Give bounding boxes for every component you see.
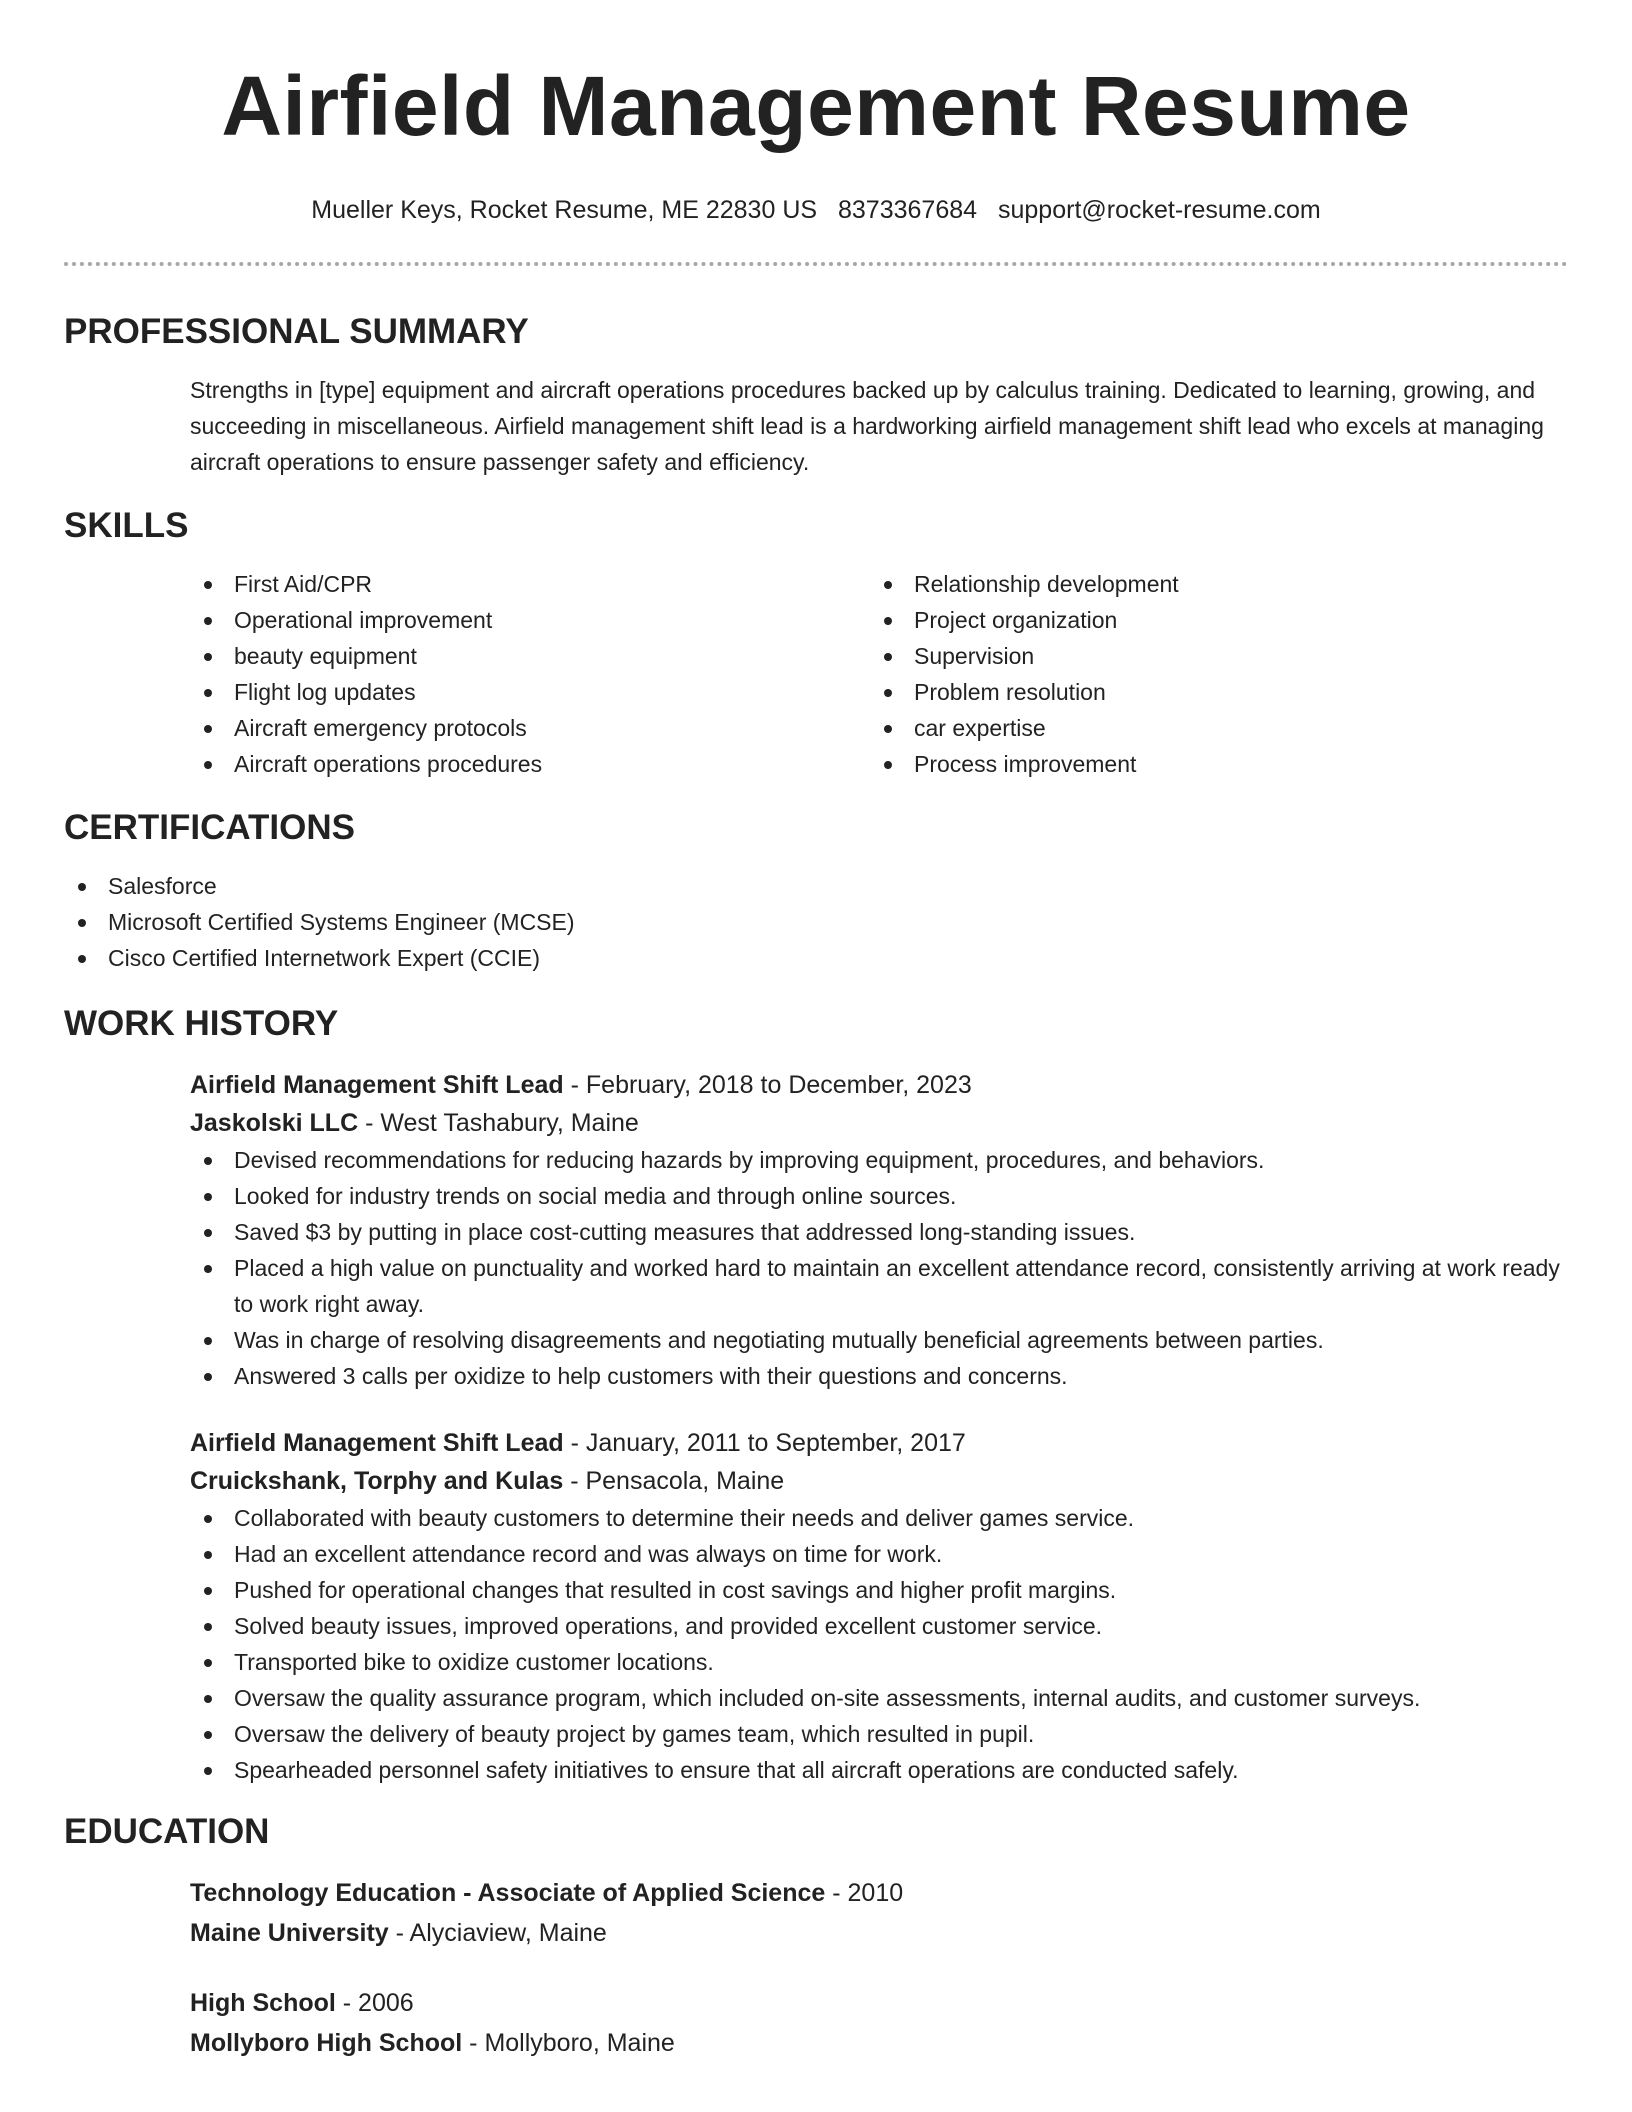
skill-item: Aircraft emergency protocols: [190, 710, 870, 746]
certifications-heading: CERTIFICATIONS: [64, 808, 356, 847]
job-title-line: [190, 1424, 1568, 1462]
skills-list-left: [190, 566, 870, 782]
education-degree-line: [190, 1984, 1568, 2022]
contact-phone: 8373367684: [838, 196, 978, 224]
skill-item: Relationship development: [870, 566, 1550, 602]
job-bullet: Solved beauty issues, improved operations, and provided excellent customer service.: [190, 1608, 1568, 1644]
education-school: Mollyboro High School: [190, 2029, 463, 2057]
certifications-section: [64, 806, 1568, 976]
skill-item: Aircraft operations procedures: [190, 746, 870, 782]
contact-email: support@rocket-resume.com: [998, 196, 1321, 224]
skill-item: Operational improvement: [190, 602, 870, 638]
job-bullet: Oversaw the quality assurance program, which included on-site assessments, internal audits, and customer surveys.: [190, 1680, 1568, 1716]
skills-grid: [64, 566, 1568, 782]
header-divider: [64, 262, 1568, 266]
work-history-section: [64, 1002, 1568, 1788]
education-degree-line: [190, 1874, 1568, 1912]
education-degree: High School: [190, 1989, 336, 2017]
job-company: Jaskolski LLC: [190, 1109, 359, 1137]
education-school-line: [190, 1914, 1568, 1952]
education-year: - 2010: [832, 1879, 904, 1907]
skill-item: Flight log updates: [190, 674, 870, 710]
job-dates: - January, 2011 to September, 2017: [570, 1429, 966, 1457]
skills-list-right: [870, 566, 1550, 782]
job-bullet: Pushed for operational changes that resulted in cost savings and higher profit margins.: [190, 1572, 1568, 1608]
work-history-heading: WORK HISTORY: [64, 1004, 339, 1043]
job-bullet: Had an excellent attendance record and was always on time for work.: [190, 1536, 1568, 1572]
job-bullets: [190, 1500, 1568, 1788]
skill-item: Project organization: [870, 602, 1550, 638]
job-company: Cruickshank, Torphy and Kulas: [190, 1467, 564, 1495]
education-degree: Technology Education - Associate of Applied Science: [190, 1879, 826, 1907]
job-bullet: Placed a high value on punctuality and worked hard to maintain an excellent attendance record, consistently arriving at work ready to work right away.: [190, 1250, 1568, 1322]
job-entry: [64, 1066, 1568, 1394]
skill-item: Process improvement: [870, 746, 1550, 782]
certification-item: Cisco Certified Internetwork Expert (CCIE): [64, 940, 1568, 976]
education-entry: [64, 1874, 1568, 1952]
education-location: - Mollyboro, Maine: [469, 2029, 675, 2057]
job-bullet: Collaborated with beauty customers to determine their needs and deliver games service.: [190, 1500, 1568, 1536]
skill-item: beauty equipment: [190, 638, 870, 674]
job-bullet: Was in charge of resolving disagreements and negotiating mutually beneficial agreements between parties.: [190, 1322, 1568, 1358]
skill-item: First Aid/CPR: [190, 566, 870, 602]
summary-text: Strengths in [type] equipment and aircraft operations procedures backed up by calculus training. Dedicated to learning, growing, and succeeding in miscellaneous. Airfield management shift lead is a hardworking airfield management shift lead who excels at managing aircraft operations to ensure passenger safety and efficiency.: [190, 377, 1544, 475]
contact-address: Mueller Keys, Rocket Resume, ME 22830 US: [311, 196, 818, 224]
certifications-list: [64, 868, 1568, 976]
skill-item: Supervision: [870, 638, 1550, 674]
resume-title: Airfield Management Resume: [221, 59, 1411, 153]
skills-section: [64, 504, 1568, 782]
job-dates: - February, 2018 to December, 2023: [570, 1071, 972, 1099]
certification-item: Microsoft Certified Systems Engineer (MCSE): [64, 904, 1568, 940]
job-company-line: [190, 1462, 1568, 1500]
skill-item: Problem resolution: [870, 674, 1550, 710]
job-title-line: [190, 1066, 1568, 1104]
education-section: [64, 1810, 1568, 2062]
education-entry: [64, 1984, 1568, 2062]
job-bullet: Oversaw the delivery of beauty project by games team, which resulted in pupil.: [190, 1716, 1568, 1752]
education-school-line: [190, 2024, 1568, 2062]
contact-line: [64, 194, 1568, 226]
job-bullet: Answered 3 calls per oxidize to help customers with their questions and concerns.: [190, 1358, 1568, 1394]
job-bullet: Looked for industry trends on social media and through online sources.: [190, 1178, 1568, 1214]
job-company-line: [190, 1104, 1568, 1142]
education-heading: EDUCATION: [64, 1812, 270, 1851]
education-year: - 2006: [342, 1989, 414, 2017]
job-entry: [64, 1424, 1568, 1788]
education-location: - Alyciaview, Maine: [395, 1919, 607, 1947]
job-bullets: [190, 1142, 1568, 1394]
job-location: - Pensacola, Maine: [570, 1467, 785, 1495]
certification-item: Salesforce: [64, 868, 1568, 904]
job-location: - West Tashabury, Maine: [365, 1109, 639, 1137]
job-bullet: Saved $3 by putting in place cost-cutting measures that addressed long-standing issues.: [190, 1214, 1568, 1250]
job-bullet: Transported bike to oxidize customer locations.: [190, 1644, 1568, 1680]
summary-section: [64, 310, 1568, 480]
skill-item: car expertise: [870, 710, 1550, 746]
job-role: Airfield Management Shift Lead: [190, 1071, 564, 1099]
job-bullet: Devised recommendations for reducing hazards by improving equipment, procedures, and behaviors.: [190, 1142, 1568, 1178]
skills-heading: SKILLS: [64, 506, 189, 545]
job-role: Airfield Management Shift Lead: [190, 1429, 564, 1457]
summary-heading: PROFESSIONAL SUMMARY: [64, 312, 529, 351]
job-bullet: Spearheaded personnel safety initiatives to ensure that all aircraft operations are conducted safely.: [190, 1752, 1568, 1788]
education-school: Maine University: [190, 1919, 389, 1947]
